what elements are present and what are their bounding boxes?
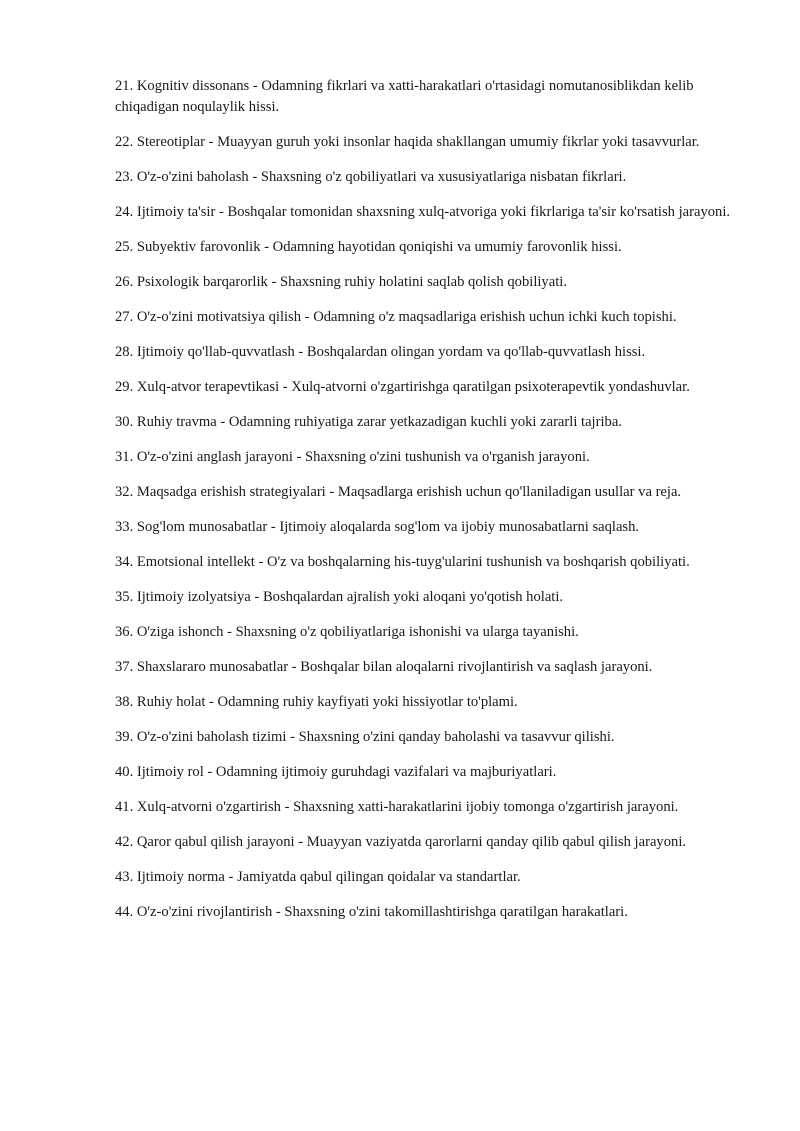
glossary-entry: 21. Kognitiv dissonans - Odamning fikrlari va xatti-harakatlari o'rtasidagi nomutanosiblikdan kelib chiqadigan noqulaylik hissi. (115, 78, 694, 115)
glossary-entry: 23. O'z-o'zini baholash - Shaxsning o'z qobiliyatlari va xususiyatlariga nisbatan fikrlari. (115, 168, 627, 185)
glossary-entry: 25. Subyektiv farovonlik - Odamning hayotidan qoniqishi va umumiy farovonlik hissi. (115, 238, 622, 255)
glossary-entry: 36. O'ziga ishonch - Shaxsning o'z qobiliyatlariga ishonishi va ularga tayanishi. (115, 623, 579, 640)
glossary-entry: 32. Maqsadga erishish strategiyalari - Maqsadlarga erishish uchun qo'llaniladigan usullar va reja. (115, 483, 682, 500)
glossary-entry: 42. Qaror qabul qilish jarayoni - Muayyan vaziyatda qarorlarni qanday qilib qabul qilish jarayoni. (115, 833, 687, 850)
glossary-entry: 29. Xulq-atvor terapevtikasi - Xulq-atvorni o'zgartirishga qaratilgan psixoterapevtik yondashuvlar. (115, 378, 690, 395)
glossary-entry: 27. O'z-o'zini motivatsiya qilish - Odamning o'z maqsadlariga erishish uchun ichki kuch topishi. (115, 308, 677, 325)
glossary-entry: 26. Psixologik barqarorlik - Shaxsning ruhiy holatini saqlab qolish qobiliyati. (115, 273, 567, 290)
glossary-entry: 31. O'z-o'zini anglash jarayoni - Shaxsning o'zini tushunish va o'rganish jarayoni. (115, 448, 590, 465)
glossary-entry: 33. Sog'lom munosabatlar - Ijtimoiy aloqalarda sog'lom va ijobiy munosabatlarni saqlash. (115, 518, 640, 535)
glossary-list (115, 76, 745, 937)
glossary-entry: 30. Ruhiy travma - Odamning ruhiyatiga zarar yetkazadigan kuchli yoki zararli tajriba. (115, 413, 622, 430)
glossary-entry: 24. Ijtimoiy ta'sir - Boshqalar tomonidan shaxsning xulq-atvoriga yoki fikrlariga ta'sir ko'rsatish jarayoni. (115, 203, 731, 220)
glossary-entry: 34. Emotsional intellekt - O'z va boshqalarning his-tuyg'ularini tushunish va boshqarish qobiliyati. (115, 553, 690, 570)
glossary-entry: 43. Ijtimoiy norma - Jamiyatda qabul qilingan qoidalar va standartlar. (115, 868, 521, 885)
glossary-entry: 37. Shaxslararo munosabatlar - Boshqalar bilan aloqalarni rivojlantirish va saqlash jarayoni. (115, 658, 653, 675)
glossary-entry: 22. Stereotiplar - Muayyan guruh yoki insonlar haqida shakllangan umumiy fikrlar yoki tasavvurlar. (115, 133, 700, 150)
glossary-entry: 38. Ruhiy holat - Odamning ruhiy kayfiyati yoki hissiyotlar to'plami. (115, 693, 518, 710)
glossary-entry: 39. O'z-o'zini baholash tizimi - Shaxsning o'zini qanday baholashi va tasavvur qilishi. (115, 728, 615, 745)
glossary-entry: 40. Ijtimoiy rol - Odamning ijtimoiy guruhdagi vazifalari va majburiyatlari. (115, 763, 557, 780)
glossary-entry: 35. Ijtimoiy izolyatsiya - Boshqalardan ajralish yoki aloqani yo'qotish holati. (115, 588, 564, 605)
glossary-entry: 41. Xulq-atvorni o'zgartirish - Shaxsning xatti-harakatlarini ijobiy tomonga o'zgartirish jarayoni. (115, 798, 679, 815)
glossary-entry: 28. Ijtimoiy qo'llab-quvvatlash - Boshqalardan olingan yordam va qo'llab-quvvatlash hissi. (115, 343, 646, 360)
glossary-entry: 44. O'z-o'zini rivojlantirish - Shaxsning o'zini takomillashtirishga qaratilgan harakatlari. (115, 903, 628, 920)
